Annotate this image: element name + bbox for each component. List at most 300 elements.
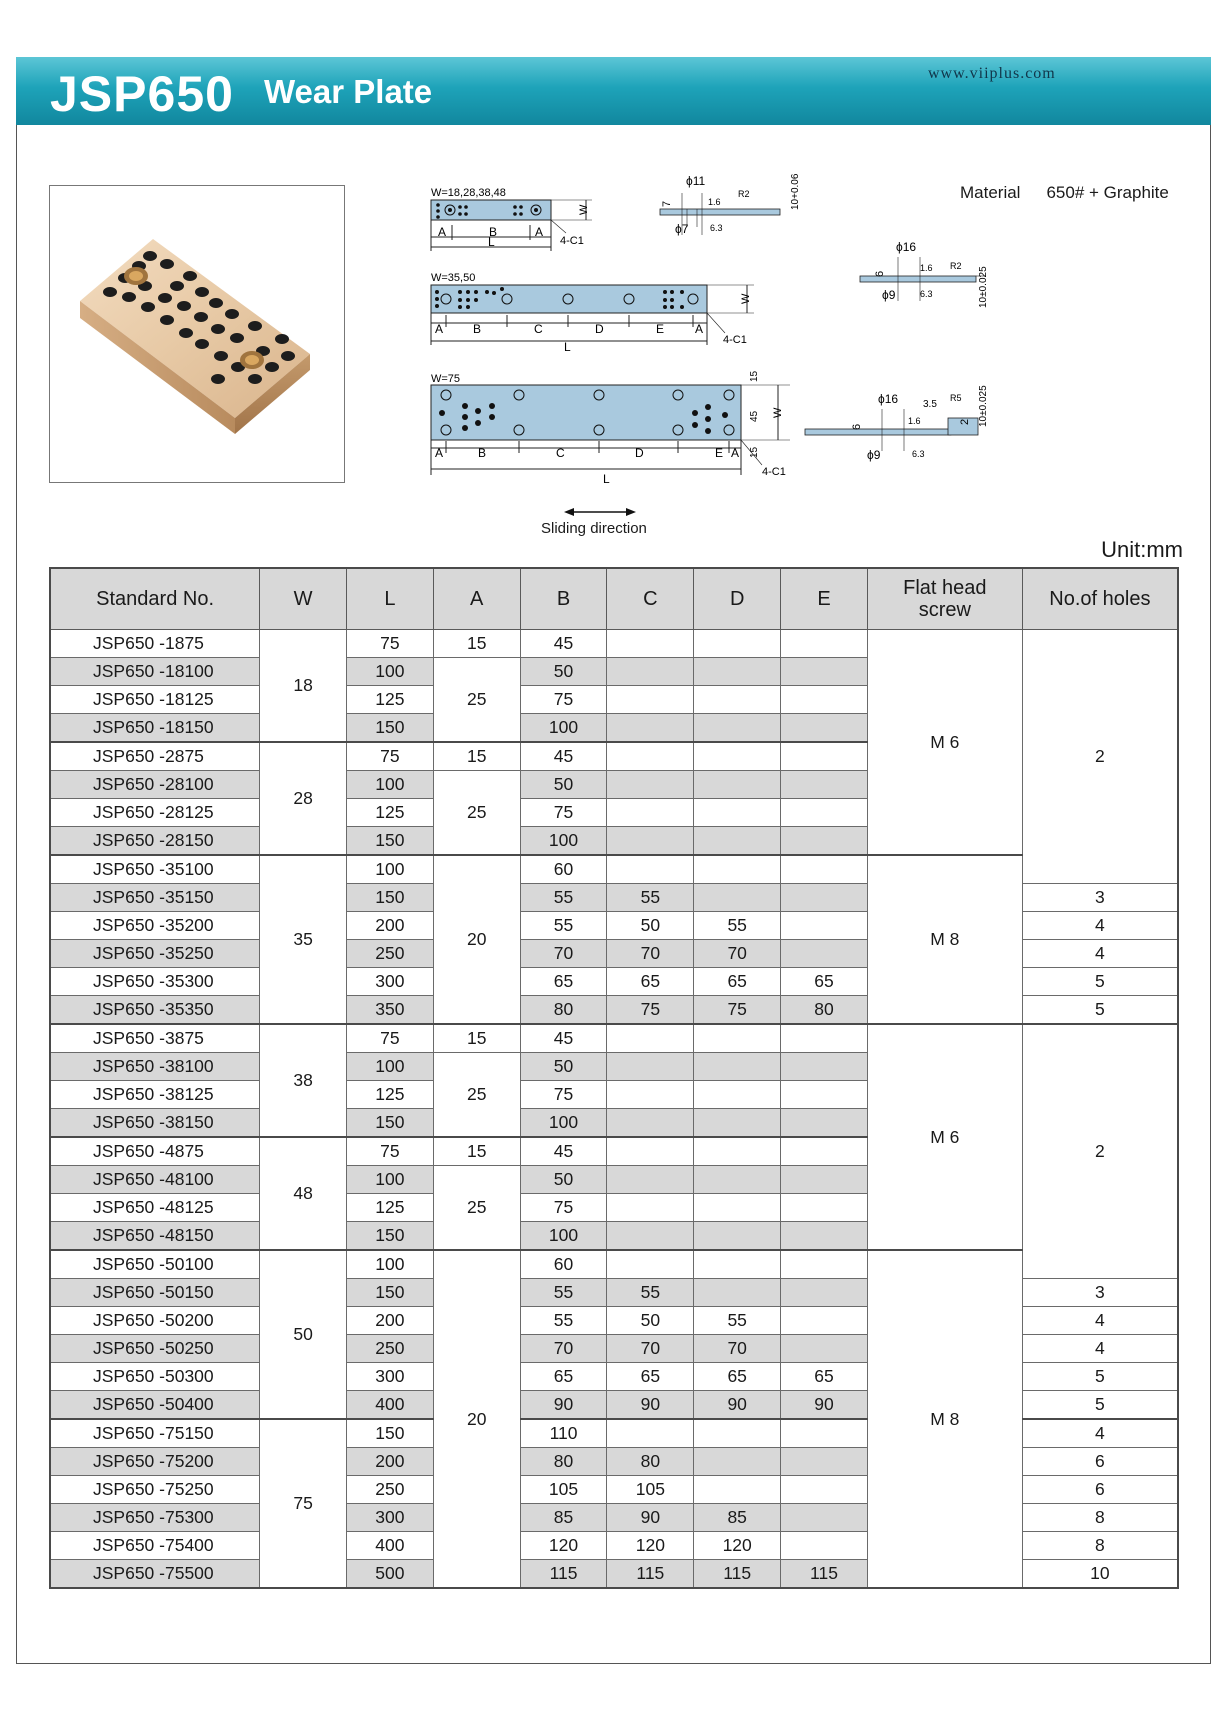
table-cell: 65 — [520, 1363, 607, 1391]
table-cell: 4 — [1022, 1335, 1178, 1363]
table-cell: 100 — [346, 771, 433, 799]
table-cell: 4 — [1022, 940, 1178, 968]
chamfer-label: 4-C1 — [723, 334, 747, 346]
table-cell: 50 — [260, 1250, 347, 1419]
table-cell — [694, 855, 781, 884]
table-cell: 65 — [607, 1363, 694, 1391]
table-cell — [781, 630, 868, 658]
table-cell: JSP650 -3875 — [50, 1024, 260, 1053]
roughness-6-3: 6.3 — [912, 449, 925, 459]
table-cell: 20 — [433, 1250, 520, 1588]
table-cell: M 8 — [867, 1250, 1022, 1588]
dim-a: A — [535, 225, 544, 239]
table-cell: 70 — [607, 940, 694, 968]
table-cell — [781, 1279, 868, 1307]
table-cell: 150 — [346, 1109, 433, 1138]
column-header: D — [694, 568, 781, 630]
dim-a: A — [731, 446, 740, 460]
table-cell — [781, 1166, 868, 1194]
table-cell: 45 — [520, 1024, 607, 1053]
table-cell: JSP650 -48100 — [50, 1166, 260, 1194]
table-cell: JSP650 -35200 — [50, 912, 260, 940]
dim-w: W — [740, 293, 752, 304]
table-cell: 105 — [607, 1476, 694, 1504]
chamfer-label: 4-C1 — [762, 466, 786, 478]
table-cell — [694, 714, 781, 743]
table-cell: 150 — [346, 827, 433, 856]
table-cell: JSP650 -28125 — [50, 799, 260, 827]
table-cell: 90 — [607, 1391, 694, 1420]
table-cell — [607, 686, 694, 714]
table-cell — [694, 630, 781, 658]
header-banner — [16, 57, 1211, 125]
dim-w: W — [578, 204, 590, 215]
label-w-small: W=18,28,38,48 — [431, 187, 506, 199]
phi16-label: ϕ16 — [896, 240, 917, 254]
table-cell: 38 — [260, 1024, 347, 1137]
table-cell — [781, 1532, 868, 1560]
dim-c: C — [534, 322, 543, 336]
table-cell: 250 — [346, 1476, 433, 1504]
table-cell: JSP650 -35350 — [50, 996, 260, 1025]
phi11-label: ϕ11 — [686, 174, 706, 188]
table-cell — [781, 1448, 868, 1476]
table-cell: JSP650 -2875 — [50, 742, 260, 771]
table-cell — [607, 1053, 694, 1081]
table-cell: 200 — [346, 912, 433, 940]
table-cell: 75 — [520, 1194, 607, 1222]
table-cell: 250 — [346, 1335, 433, 1363]
phi9-label: ϕ9 — [867, 448, 881, 462]
table-cell — [607, 1419, 694, 1448]
dim-l: L — [603, 472, 610, 486]
table-cell — [781, 1250, 868, 1279]
table-cell: JSP650 -75500 — [50, 1560, 260, 1589]
table-row — [50, 1250, 1178, 1279]
table-cell: 300 — [346, 1363, 433, 1391]
table-header — [50, 568, 1178, 630]
table-cell: 48 — [260, 1137, 347, 1250]
table-cell: 70 — [520, 1335, 607, 1363]
website-url: www.viiplus.com — [928, 65, 1056, 82]
table-cell: JSP650 -75150 — [50, 1419, 260, 1448]
table-cell — [694, 1194, 781, 1222]
table-cell: 80 — [520, 996, 607, 1025]
table-cell: 55 — [607, 1279, 694, 1307]
table-cell: 10 — [1022, 1560, 1178, 1589]
table-cell: 90 — [781, 1391, 868, 1420]
dim-d: D — [635, 446, 644, 460]
table-cell — [781, 1307, 868, 1335]
dim-a: A — [438, 225, 447, 239]
roughness-1-6: 1.6 — [908, 416, 921, 426]
table-cell: 55 — [520, 884, 607, 912]
table-cell — [694, 1222, 781, 1251]
table-cell: 125 — [346, 799, 433, 827]
table-row — [50, 855, 1178, 884]
table-cell — [694, 827, 781, 856]
table-cell: 6 — [1022, 1476, 1178, 1504]
label-w-mid: W=35,50 — [431, 272, 476, 284]
table-cell: JSP650 -28150 — [50, 827, 260, 856]
table-cell — [781, 1194, 868, 1222]
table-cell: 8 — [1022, 1532, 1178, 1560]
table-cell — [694, 1250, 781, 1279]
table-cell: 50 — [520, 1053, 607, 1081]
table-cell — [694, 884, 781, 912]
table-cell: 25 — [433, 1166, 520, 1251]
table-cell: 45 — [520, 630, 607, 658]
table-cell: 65 — [607, 968, 694, 996]
table-cell — [781, 742, 868, 771]
table-cell: 90 — [607, 1504, 694, 1532]
table-cell — [781, 1053, 868, 1081]
table-cell: 125 — [346, 1194, 433, 1222]
dim-a: A — [435, 446, 444, 460]
section-large — [805, 385, 989, 462]
table-cell — [607, 855, 694, 884]
table-cell: 200 — [346, 1307, 433, 1335]
table-cell: JSP650 -75200 — [50, 1448, 260, 1476]
table-cell: 4 — [1022, 1419, 1178, 1448]
table-cell: 65 — [781, 968, 868, 996]
table-cell: 80 — [607, 1448, 694, 1476]
table-cell: JSP650 -38125 — [50, 1081, 260, 1109]
table-cell — [694, 799, 781, 827]
table-cell: 75 — [346, 1024, 433, 1053]
table-cell: 20 — [433, 855, 520, 1024]
table-cell: 70 — [520, 940, 607, 968]
roughness-6-3: 6.3 — [710, 223, 723, 233]
table-cell — [694, 742, 781, 771]
table-cell: 2 — [1022, 1024, 1178, 1279]
dim-b: B — [489, 225, 498, 239]
table-cell: 5 — [1022, 996, 1178, 1025]
table-cell — [694, 1081, 781, 1109]
table-cell: 3 — [1022, 1279, 1178, 1307]
roughness-1-6: 1.6 — [920, 263, 933, 273]
dim-7: 7 — [661, 200, 673, 207]
table-cell: JSP650 -50250 — [50, 1335, 260, 1363]
table-cell: 50 — [520, 771, 607, 799]
sliding-direction-label: Sliding direction — [541, 520, 647, 537]
table-cell — [781, 771, 868, 799]
table-cell: 100 — [346, 855, 433, 884]
dim-e: E — [656, 322, 665, 336]
table-cell: 120 — [607, 1532, 694, 1560]
table-cell: JSP650 -50200 — [50, 1307, 260, 1335]
table-cell: 150 — [346, 1279, 433, 1307]
table-cell: 150 — [346, 1419, 433, 1448]
material-label: Material — [960, 183, 1021, 202]
table-cell: 105 — [520, 1476, 607, 1504]
table-cell: 28 — [260, 742, 347, 855]
table-cell — [781, 1476, 868, 1504]
dim-6: 6 — [874, 270, 886, 277]
table-cell — [781, 714, 868, 743]
table-cell: 75 — [520, 799, 607, 827]
table-cell — [781, 1504, 868, 1532]
tolerance-025: 10±0.025 — [978, 266, 989, 308]
table-cell: 4 — [1022, 912, 1178, 940]
table-cell: JSP650 -35100 — [50, 855, 260, 884]
table-cell: M 6 — [867, 1024, 1022, 1250]
roughness-6-3: 6.3 — [920, 289, 933, 299]
table-cell: 90 — [694, 1391, 781, 1420]
section-mid — [860, 240, 989, 308]
table-cell: 25 — [433, 1053, 520, 1138]
table-cell: JSP650 -35300 — [50, 968, 260, 996]
table-cell: 85 — [520, 1504, 607, 1532]
table-cell: 18 — [260, 630, 347, 743]
table-cell: JSP650 -50150 — [50, 1279, 260, 1307]
table-cell — [607, 799, 694, 827]
table-cell: 85 — [694, 1504, 781, 1532]
column-header: B — [520, 568, 607, 630]
table-cell: JSP650 -75300 — [50, 1504, 260, 1532]
technical-drawings — [420, 165, 1140, 545]
drawing-large-width — [431, 370, 790, 486]
table-cell: 125 — [346, 1081, 433, 1109]
dim-b: B — [478, 446, 487, 460]
table-cell: 50 — [520, 658, 607, 686]
table-cell — [781, 1419, 868, 1448]
table-cell — [607, 714, 694, 743]
table-cell: 500 — [346, 1560, 433, 1589]
table-cell: 15 — [433, 742, 520, 771]
table-cell: 55 — [694, 912, 781, 940]
table-cell — [781, 686, 868, 714]
r5-label: R5 — [950, 393, 962, 403]
table-cell: 115 — [694, 1560, 781, 1589]
table-cell — [607, 742, 694, 771]
table-cell: 55 — [520, 912, 607, 940]
drawing-small-width — [431, 187, 592, 251]
table-cell — [781, 1081, 868, 1109]
table-cell — [694, 1419, 781, 1448]
table-cell: 50 — [520, 1166, 607, 1194]
table-cell — [694, 1279, 781, 1307]
table-cell: 110 — [520, 1419, 607, 1448]
table-cell: M 6 — [867, 630, 1022, 856]
table-cell: 100 — [520, 827, 607, 856]
table-cell — [781, 827, 868, 856]
model-title: JSP650 — [50, 66, 234, 122]
table-cell: 75 — [520, 1081, 607, 1109]
table-cell — [694, 686, 781, 714]
dim-l: L — [488, 235, 495, 249]
table-cell — [694, 1053, 781, 1081]
table-cell: 45 — [520, 742, 607, 771]
table-cell — [694, 1476, 781, 1504]
dim-c: C — [556, 446, 565, 460]
column-header: C — [607, 568, 694, 630]
table-cell: 60 — [520, 1250, 607, 1279]
dim-a: A — [435, 322, 444, 336]
table-cell — [607, 1109, 694, 1138]
table-cell: 4 — [1022, 1307, 1178, 1335]
column-header: Standard No. — [50, 568, 260, 630]
table-cell — [607, 827, 694, 856]
table-cell: 100 — [346, 658, 433, 686]
dim-15: 15 — [749, 446, 760, 458]
table-row — [50, 1024, 1178, 1053]
table-cell: 5 — [1022, 1363, 1178, 1391]
table-cell: JSP650 -38100 — [50, 1053, 260, 1081]
table-cell: 15 — [433, 630, 520, 658]
table-cell: 100 — [520, 1222, 607, 1251]
unit-label: Unit:mm — [1101, 537, 1183, 562]
table-cell: JSP650 -50400 — [50, 1391, 260, 1420]
table-cell: JSP650 -48150 — [50, 1222, 260, 1251]
table-cell — [607, 658, 694, 686]
table-cell — [694, 1024, 781, 1053]
table-cell: 45 — [520, 1137, 607, 1166]
dim-l: L — [564, 340, 571, 354]
table-cell: 50 — [607, 1307, 694, 1335]
table-cell — [607, 1024, 694, 1053]
table-cell — [694, 1448, 781, 1476]
table-cell: 60 — [520, 855, 607, 884]
table-cell — [781, 1222, 868, 1251]
column-header: A — [433, 568, 520, 630]
table-cell: 75 — [346, 630, 433, 658]
table-cell: 50 — [607, 912, 694, 940]
table-cell — [694, 1137, 781, 1166]
table-cell: JSP650 -18100 — [50, 658, 260, 686]
table-cell: 70 — [607, 1335, 694, 1363]
table-cell: 115 — [781, 1560, 868, 1589]
table-cell: 125 — [346, 686, 433, 714]
roughness-1-6: 1.6 — [708, 197, 721, 207]
column-header: L — [346, 568, 433, 630]
table-cell: 2 — [1022, 630, 1178, 884]
tolerance-025: 10±0.025 — [978, 385, 989, 427]
table-cell — [607, 1081, 694, 1109]
table-cell: JSP650 -38150 — [50, 1109, 260, 1138]
phi9-label: ϕ9 — [882, 288, 896, 302]
table-cell: 150 — [346, 1222, 433, 1251]
table-cell: 65 — [694, 1363, 781, 1391]
table-cell: 100 — [346, 1053, 433, 1081]
column-header: Flat head screw — [867, 568, 1022, 630]
table-cell — [781, 1024, 868, 1053]
dim-45: 45 — [749, 410, 760, 422]
table-cell — [607, 1194, 694, 1222]
table-cell: 100 — [346, 1250, 433, 1279]
tolerance-small: 10+0.06 — [790, 173, 801, 210]
table-cell — [781, 1335, 868, 1363]
dim-3-5: 3.5 — [923, 399, 937, 410]
table-cell: JSP650 -35250 — [50, 940, 260, 968]
table-cell: 75 — [260, 1419, 347, 1588]
table-cell: JSP650 -4875 — [50, 1137, 260, 1166]
table-cell: 75 — [694, 996, 781, 1025]
table-cell: 8 — [1022, 1504, 1178, 1532]
table-cell: JSP650 -75400 — [50, 1532, 260, 1560]
r2-label: R2 — [738, 189, 750, 199]
table-cell: JSP650 -48125 — [50, 1194, 260, 1222]
table-cell: 25 — [433, 658, 520, 743]
table-cell: 250 — [346, 940, 433, 968]
table-cell: 200 — [346, 1448, 433, 1476]
table-cell: 100 — [520, 1109, 607, 1138]
phi7-label: ϕ7 — [675, 222, 689, 236]
dim-2: 2 — [959, 418, 971, 425]
spec-table — [49, 567, 1179, 1589]
table-cell: 120 — [694, 1532, 781, 1560]
page-title: Wear Plate — [264, 73, 433, 110]
table-cell: JSP650 -1875 — [50, 630, 260, 658]
r2-label: R2 — [950, 261, 962, 271]
table-cell: 35 — [260, 855, 347, 1024]
table-cell — [781, 940, 868, 968]
table-cell: 6 — [1022, 1448, 1178, 1476]
table-cell: 400 — [346, 1391, 433, 1420]
table-cell — [781, 855, 868, 884]
table-cell — [781, 912, 868, 940]
table-cell: 55 — [520, 1307, 607, 1335]
table-cell: 115 — [520, 1560, 607, 1589]
table-cell: 350 — [346, 996, 433, 1025]
table-cell: 75 — [346, 742, 433, 771]
dim-a: A — [695, 322, 704, 336]
table-cell: 65 — [694, 968, 781, 996]
table-cell: 400 — [346, 1532, 433, 1560]
table-cell — [607, 1222, 694, 1251]
table-cell: 55 — [694, 1307, 781, 1335]
table-cell — [694, 1109, 781, 1138]
table-cell: 5 — [1022, 1391, 1178, 1420]
table-cell — [607, 1250, 694, 1279]
product-photo — [49, 185, 345, 483]
table-cell: 3 — [1022, 884, 1178, 912]
table-cell: 65 — [520, 968, 607, 996]
table-cell — [694, 1166, 781, 1194]
column-header: E — [781, 568, 868, 630]
table-cell: 300 — [346, 968, 433, 996]
table-cell: JSP650 -18150 — [50, 714, 260, 743]
table-row — [50, 630, 1178, 658]
column-header: No.of holes — [1022, 568, 1178, 630]
dim-b: B — [473, 322, 482, 336]
table-cell: JSP650 -75250 — [50, 1476, 260, 1504]
table-cell: 75 — [607, 996, 694, 1025]
dim-15: 15 — [749, 370, 760, 382]
table-cell: 70 — [694, 940, 781, 968]
dim-e: E — [715, 446, 724, 460]
phi16-label: ϕ16 — [878, 392, 899, 406]
table-cell: 115 — [607, 1560, 694, 1589]
table-cell: 300 — [346, 1504, 433, 1532]
column-header: W — [260, 568, 347, 630]
table-cell — [694, 658, 781, 686]
label-w-large: W=75 — [431, 373, 461, 385]
table-cell — [781, 658, 868, 686]
table-cell: 150 — [346, 714, 433, 743]
table-cell — [607, 1166, 694, 1194]
table-cell: 25 — [433, 771, 520, 856]
material-spec — [960, 183, 1195, 203]
table-cell — [607, 1137, 694, 1166]
table-cell: 5 — [1022, 968, 1178, 996]
table-cell — [781, 799, 868, 827]
table-cell: 15 — [433, 1137, 520, 1166]
table-cell: 80 — [520, 1448, 607, 1476]
table-cell: JSP650 -50100 — [50, 1250, 260, 1279]
dim-d: D — [595, 322, 604, 336]
table-cell: 75 — [520, 686, 607, 714]
